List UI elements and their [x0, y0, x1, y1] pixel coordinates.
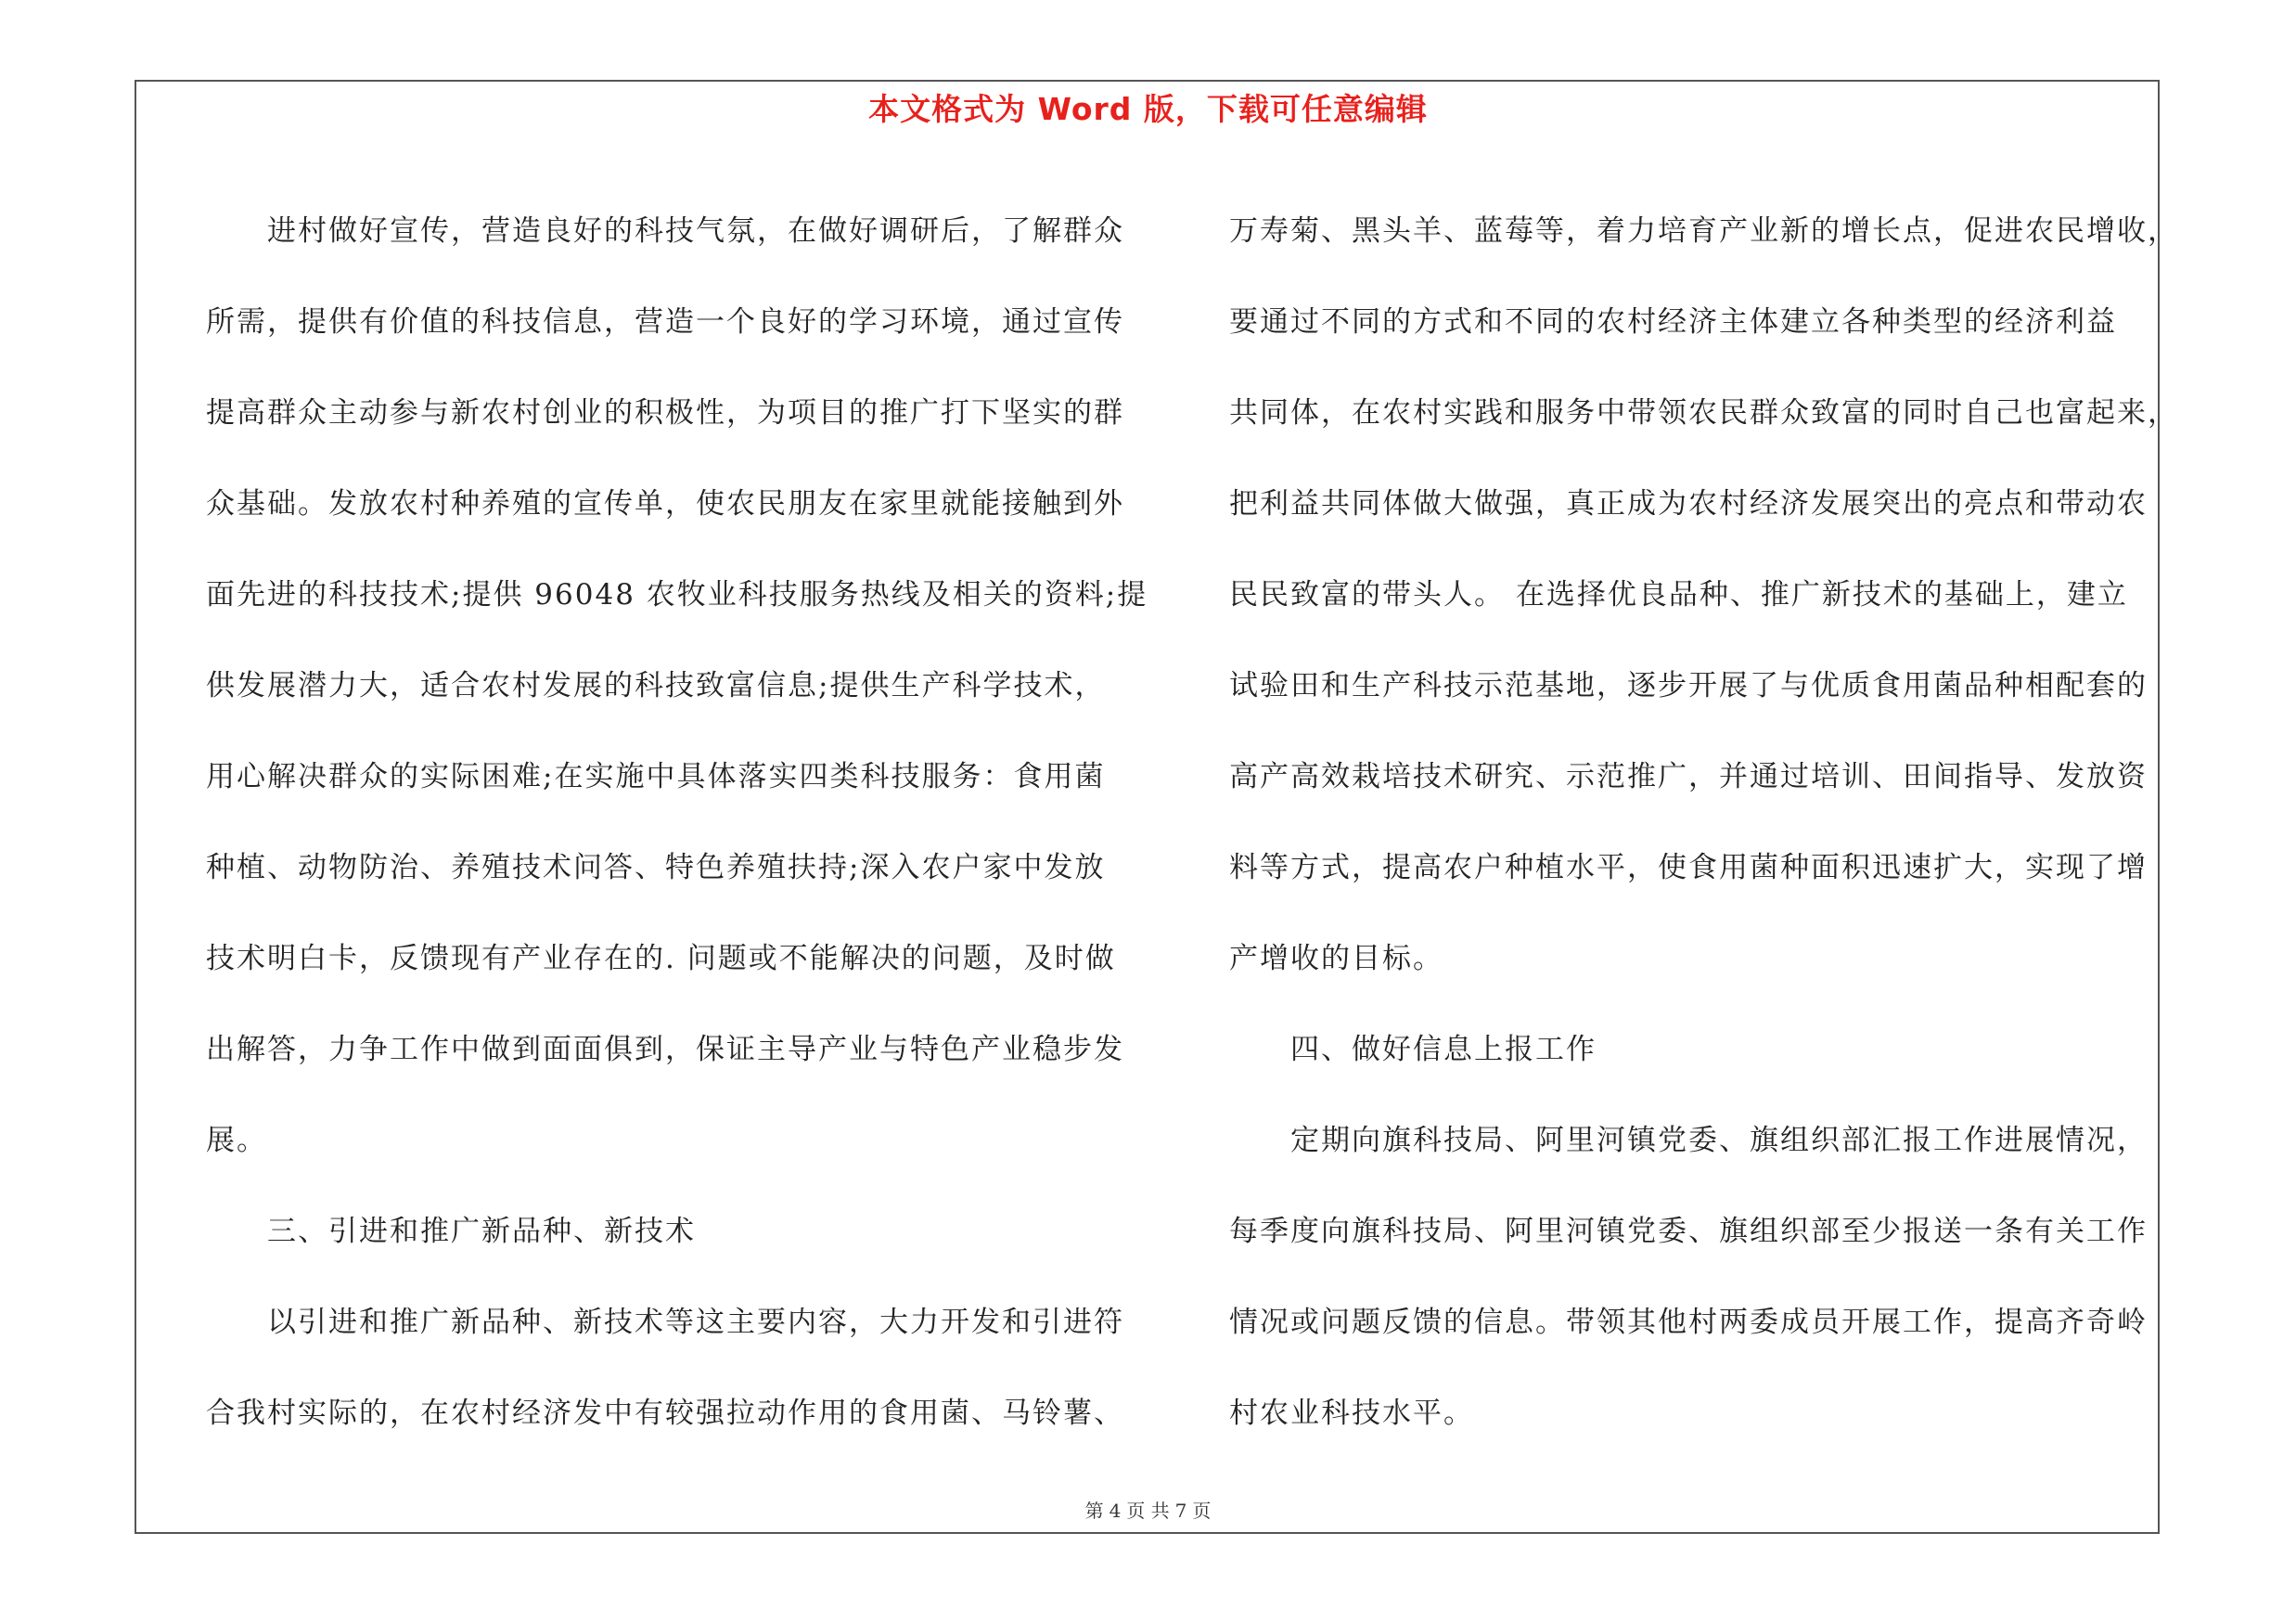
text-line: 情况或问题反馈的信息。带领其他村两委成员开展工作，提高齐奇岭	[1229, 1306, 2148, 1339]
text-line: 出解答，力争工作中做到面面俱到，保证主导产业与特色产业稳步发	[206, 1033, 1124, 1066]
text-line: 试验田和生产科技示范基地，逐步开展了与优质食用菌品种相配套的	[1229, 669, 2148, 702]
format-banner: 本文格式为 Word 版，下载可任意编辑	[868, 91, 1428, 127]
text-line: 四、做好信息上报工作	[1290, 1033, 1597, 1066]
text-line: 种植、动物防治、养殖技术问答、特色养殖扶持;深入农户家中发放	[206, 851, 1106, 884]
text-line: 料等方式，提高农户种植水平，使食用菌种面积迅速扩大，实现了增	[1229, 851, 2148, 884]
text-line: 高产高效栽培技术研究、示范推广，并通过培训、田间指导、发放资	[1229, 760, 2148, 793]
text-line: 共同体，在农村实践和服务中带领农民群众致富的同时自己也富起来，	[1229, 396, 2178, 430]
text-line: 提高群众主动参与新农村创业的积极性，为项目的推广打下坚实的群	[206, 396, 1124, 430]
footer-middle: 页 共	[1126, 1500, 1170, 1522]
text-line: 要通过不同的方式和不同的农村经济主体建立各种类型的经济利益	[1229, 305, 2117, 339]
text-line: 合我村实际的，在农村经济发中有较强拉动作用的食用菌、马铃薯、	[206, 1397, 1124, 1430]
text-line: 把利益共同体做大做强，真正成为农村经济发展突出的亮点和带动农	[1229, 487, 2148, 521]
text-line: 定期向旗科技局、阿里河镇党委、旗组织部汇报工作进展情况，	[1290, 1124, 2148, 1157]
footer-suffix: 页	[1192, 1500, 1212, 1522]
text-line: 产增收的目标。	[1229, 942, 1443, 975]
text-line: 进村做好宣传，营造良好的科技气氛，在做好调研后，了解群众	[267, 214, 1124, 248]
right-text-column	[1229, 186, 2178, 1459]
footer-prefix: 第	[1084, 1500, 1104, 1522]
text-line: 村农业科技水平。	[1229, 1397, 1474, 1430]
text-line: 三、引进和推广新品种、新技术	[267, 1215, 696, 1248]
text-line: 万寿菊、黑头羊、蓝莓等，着力培育产业新的增长点，促进农民增收，	[1229, 214, 2178, 248]
text-line: 面先进的科技技术;提供 96048 农牧业科技服务热线及相关的资料;提	[206, 578, 1148, 612]
text-line: 所需，提供有价值的科技信息，营造一个良好的学习环境，通过宣传	[206, 305, 1124, 339]
text-line: 每季度向旗科技局、阿里河镇党委、旗组织部至少报送一条有关工作	[1229, 1215, 2148, 1248]
text-line: 众基础。发放农村种养殖的宣传单，使农民朋友在家里就能接触到外	[206, 487, 1124, 521]
left-text-column	[206, 186, 1152, 1459]
text-line: 用心解决群众的实际困难;在实施中具体落实四类科技服务：食用菌	[206, 760, 1106, 793]
text-line: 技术明白卡，反馈现有产业存在的. 问题或不能解决的问题，及时做	[206, 942, 1116, 975]
footer-total-pages: 7	[1174, 1500, 1187, 1522]
text-line: 展。	[206, 1124, 267, 1157]
page-footer	[0, 1496, 2296, 1523]
text-line: 民民致富的带头人。 在选择优良品种、推广新技术的基础上，建立	[1229, 578, 2128, 612]
text-line: 供发展潜力大，适合农村发展的科技致富信息;提供生产科学技术，	[206, 669, 1106, 702]
text-line: 以引进和推广新品种、新技术等这主要内容，大力开发和引进符	[267, 1306, 1124, 1339]
footer-page-number: 4	[1109, 1500, 1122, 1522]
